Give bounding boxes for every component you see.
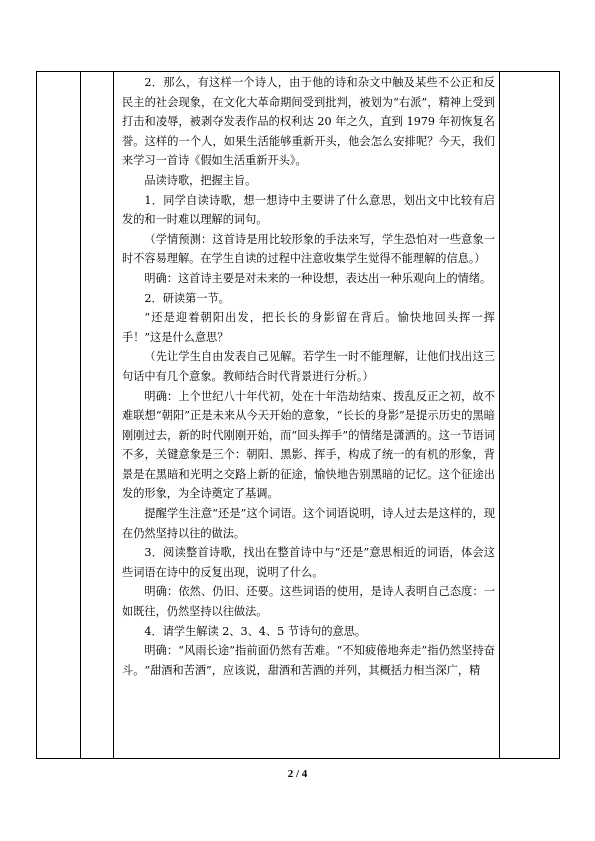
- lesson-content: [122, 73, 495, 680]
- paragraph-answer-3: 明确：依然、仍旧、还要。这些词语的使用，是诗人表明自己态度：一如既往，仍然坚持以往做法。: [122, 585, 495, 619]
- paragraph-reminder: 提醒学生注意“还是”这个词语。这个词语说明，诗人过去是这样的，现在仍然坚持以往的做法。: [122, 507, 495, 540]
- table-column-divider-2: [113, 72, 114, 758]
- paragraph-intro-poet: 2．那么，有这样一个诗人，由于他的诗和杂文中触及某些不公正和反民主的社会现象，在文化大革命期间受到批判，被划为“右派”，精神上受到打击和凌辱，被剥夺发表作品的权利达 20 年之久，直到 1979 年初恢复名誉。这样的一个人，如果生活能够重新开头，他会怎么安排呢？今天，我们来学习一首诗《假如生活重新开头》。: [122, 76, 495, 168]
- paragraph-task-2: 2．研读第一节。: [144, 291, 230, 305]
- paragraph-answer-4: 明确：“风雨长途”指前面仍然有苦难。“不知疲倦地奔走”指仍然坚持奋斗。“甜酒和苦酒”，应该说，甜酒和苦酒的并列，其概括力相当深广，精: [122, 644, 495, 677]
- paragraph-answer-2: 明确：上个世纪八十年代初，处在十年浩劫结束、拨乱反正之初，故不难联想“朝阳”正是未来从今天开始的意象，“长长的身影”是提示历史的黑暗刚刚过去，新的时代刚刚开始，而“回头挥手”的情绪是潇洒的。这一节语词不多，关键意象是三个：朝阳、黑影、挥手，构成了统一的有机的形象，背景是在黑暗和光明之交路上新的征途，愉快地告别黑暗的记忆。这个征途出发的形象，为全诗奠定了基调。: [122, 389, 495, 501]
- paragraph-task-3: 3．阅读整首诗歌，找出在整首诗中与“还是”意思相近的词语，体会这些词语在诗中的反复出现，说明了什么。: [122, 546, 495, 579]
- paragraph-task-4: 4．请学生解读 2、3、4、5 节诗句的意思。: [144, 624, 367, 638]
- page-number: 2 / 4: [287, 768, 308, 780]
- paragraph-teacher-note: （先让学生自由发表自己见解。若学生一时不能理解，让他们找出这三句话中有几个意象。教师结合时代背景进行分析。）: [122, 350, 495, 383]
- paragraph-quote: “还是迎着朝阳出发，把长长的身影留在背后。愉快地回头挥一挥手！”这是什么意思？: [122, 311, 495, 344]
- paragraph-section-heading: 品读诗歌，把握主旨。: [144, 173, 257, 187]
- paragraph-answer-1: 明确：这首诗主要是对未来的一种设想，表达出一种乐观向上的情绪。: [144, 271, 492, 285]
- paragraph-prediction: （学情预测：这首诗是用比较形象的手法来写，学生恐怕对一些意象一时不容易理解。在学生自读的过程中注意收集学生觉得不能理解的信息。）: [122, 232, 495, 266]
- table-column-divider-1: [80, 72, 81, 758]
- table-column-divider-3: [499, 72, 500, 758]
- paragraph-task-1: 1．同学自读诗歌，想一想诗中主要讲了什么意思，划出文中比较有启发的和一时难以理解的词句。: [122, 193, 495, 227]
